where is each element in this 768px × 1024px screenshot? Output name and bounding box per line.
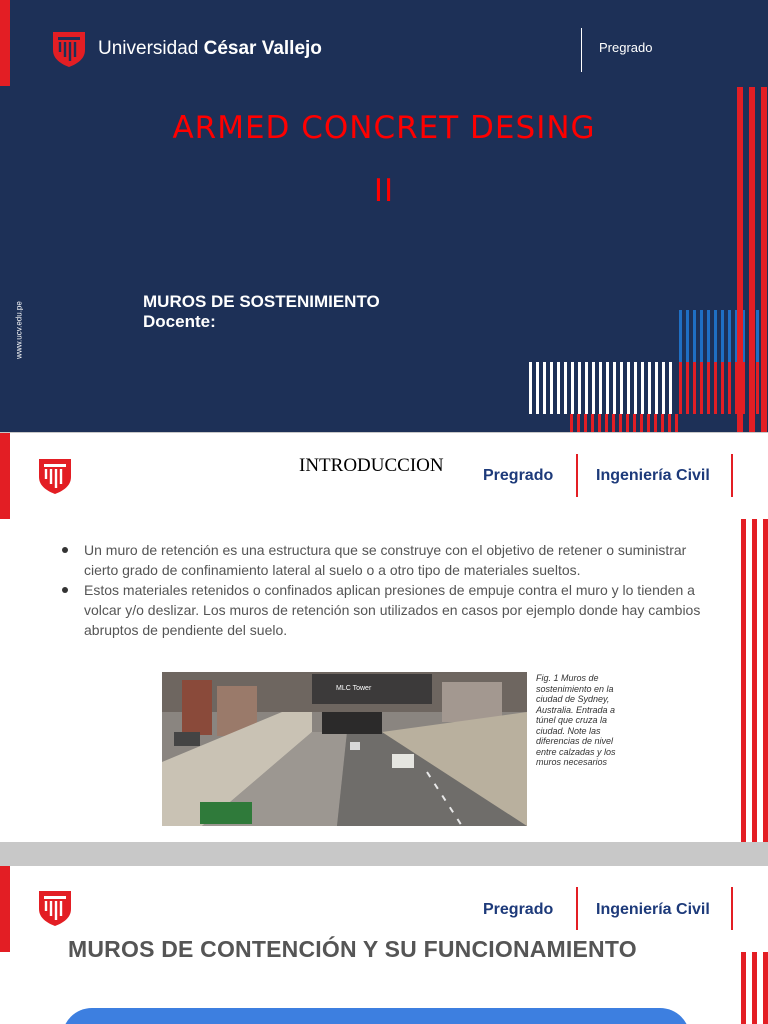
- ucv-shield-logo-icon: [38, 889, 72, 927]
- nav-separator: [731, 887, 733, 930]
- retaining-wall-photo: [162, 672, 527, 826]
- content-box: [62, 1008, 690, 1024]
- figure-caption: Fig. 1 Muros de sostenimiento en la ciudad de Sydney, Australia. Entrada a túnel que cruza la ciudad. Note las diferencias de nivel entre calzadas y los muros necesarios: [536, 673, 616, 767]
- nav-program: Ingeniería Civil: [596, 467, 710, 484]
- nav-pregrado: Pregrado: [483, 467, 554, 484]
- header-divider: [581, 28, 582, 72]
- red-stripes-tall: [737, 87, 767, 432]
- nav-pregrado: Pregrado: [483, 901, 554, 918]
- svg-text:MLC Tower: MLC Tower: [336, 685, 372, 692]
- list-item: Un muro de retención es una estructura que se construye con el objetivo de retener o suministrar cierto grado de confinamiento lateral al suelo o a otro tipo de materiales sueltos.: [62, 540, 712, 580]
- intro-slide: [0, 433, 768, 842]
- slide-title: MUROS DE CONTENCIÓN Y SU FUNCIONAMIENTO: [68, 936, 637, 962]
- red-stripes-tall: [741, 952, 768, 1024]
- nav-separator: [576, 454, 578, 497]
- slide-subtitle: [143, 292, 380, 332]
- pregrado-label: Pregrado: [599, 40, 653, 55]
- red-accent-bar: [0, 433, 10, 519]
- red-accent-bar: [0, 866, 10, 952]
- red-stripes-tall: [741, 519, 768, 842]
- red-accent-bar: [0, 0, 10, 86]
- slide-title: INTRODUCCION: [299, 455, 444, 476]
- course-title: ARMED CONCRET DESING: [172, 110, 596, 146]
- topic-label: MUROS DE SOSTENIMIENTO: [143, 292, 380, 311]
- white-stripes: [529, 362, 676, 414]
- teacher-label: Docente:: [143, 312, 216, 331]
- nav-separator: [576, 887, 578, 930]
- university-name: Universidad César Vallejo: [98, 38, 322, 59]
- red-stripes-bottom: [570, 414, 682, 432]
- university-logo: [52, 30, 322, 68]
- nav-separator: [731, 454, 733, 497]
- title-slide: [0, 0, 768, 432]
- ucv-shield-logo-icon: [38, 457, 72, 495]
- course-title-roman: II: [373, 173, 395, 209]
- ucv-shield-logo-icon: [52, 30, 86, 68]
- list-item: Estos materiales retenidos o confinados aplican presiones de empuje contra el muro y lo tienden a volcar y/o deslizar. Los muros de retención son utilizados en casos por ejemplo donde hay cambios abruptos de pendiente del suelo.: [62, 580, 712, 640]
- nav-program: Ingeniería Civil: [596, 901, 710, 918]
- vertical-url: www.ucv.edu.pe: [14, 301, 24, 359]
- bullet-list: [62, 540, 712, 640]
- function-slide: [0, 866, 768, 1024]
